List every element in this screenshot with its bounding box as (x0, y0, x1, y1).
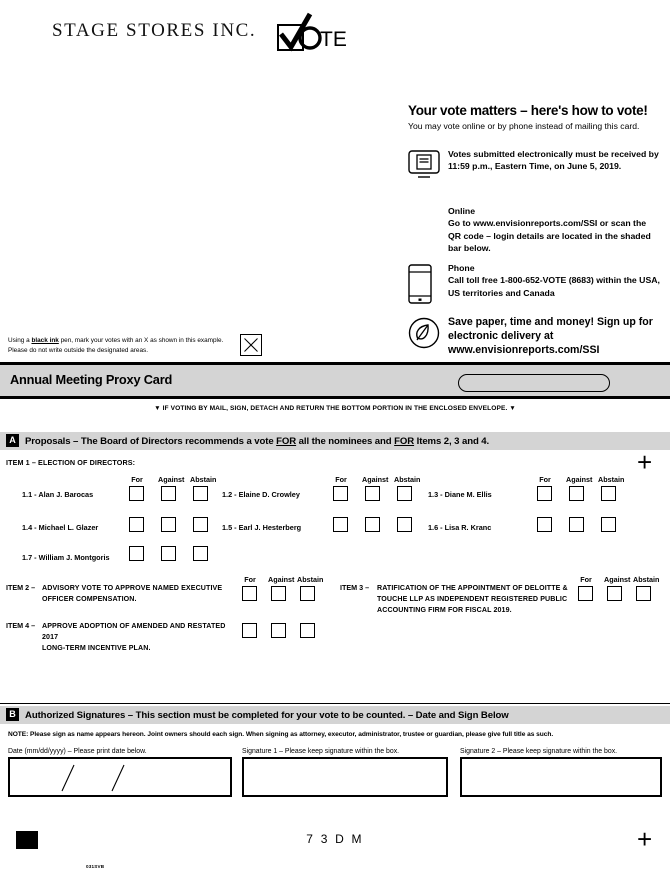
checkbox-item4-for[interactable] (242, 623, 257, 638)
date-input-box[interactable] (8, 757, 232, 797)
vote-row-online-label: Online (448, 206, 476, 216)
col-header-abstain-g3: Abstain (598, 475, 625, 484)
vote-logo-icon (277, 12, 351, 54)
nominee-1-6: 1.6 - Lisa R. Kranc (428, 523, 492, 532)
checkbox-item2-for[interactable] (242, 586, 257, 601)
checkbox-1-4-for[interactable] (129, 517, 144, 532)
svg-text:TE: TE (320, 28, 347, 51)
section-a-marker: A (6, 434, 19, 447)
checkbox-item3-against[interactable] (607, 586, 622, 601)
ink-instruction-note (8, 336, 238, 357)
checkbox-1-6-against[interactable] (569, 517, 584, 532)
registration-mark-bottom-right: + (637, 824, 653, 854)
company-logo: STAGE STORES INC. (52, 20, 257, 41)
col-header-against-item2: Against (268, 575, 295, 584)
item4-text: APPROVE ADOPTION OF AMENDED AND RESTATED 2017 LONG-TERM INCENTIVE PLAN. (42, 622, 226, 652)
checkbox-1-5-against[interactable] (365, 517, 380, 532)
vote-row-electronic-text: Votes submitted electronically must be received by 11:59 p.m., Eastern Time, on June 5, 2019. (448, 149, 659, 172)
section-a-heading-for2: FOR (394, 436, 415, 447)
ink-note-line1-post: pen, mark your votes with an X as shown in this example. (58, 337, 224, 344)
signature2-input-box[interactable] (460, 757, 662, 797)
nominee-1-5: 1.5 - Earl J. Hesterberg (222, 523, 302, 532)
vote-row-online-text: Go to www.envisionreports.com/SSI or scan the QR code – login details are located in the shaded bar below. (448, 218, 651, 254)
vote-row-electronic (408, 148, 660, 180)
col-header-for-g1: For (131, 475, 143, 484)
signature2-label: Signature 2 – Please keep signature within the box. (460, 748, 618, 755)
vote-row-electronic-delivery-text: Save paper, time and money! Sign up for electronic delivery at www.envisionreports.com/SSI (448, 316, 653, 357)
checkbox-1-4-abstain[interactable] (193, 517, 208, 532)
col-header-against-g1: Against (158, 475, 185, 484)
section-a-heading-post: Items 2, 3 and 4. (414, 436, 490, 447)
checkbox-1-5-abstain[interactable] (397, 517, 412, 532)
col-header-for-item2: For (244, 575, 256, 584)
x-mark-example-box (240, 334, 262, 356)
login-details-bar (458, 374, 610, 392)
section-a-heading-pre: Proposals – The Board of Directors recommends a vote (25, 436, 277, 447)
mobile-phone-icon (408, 262, 448, 304)
section-b-heading: Authorized Signatures – This section must be completed for your vote to be counted. – Date and Sign Below (25, 710, 509, 721)
computer-monitor-icon (408, 148, 448, 180)
divider-bottom-band (0, 396, 670, 399)
nominee-1-7: 1.7 - William J. Montgoris (22, 553, 110, 562)
col-header-against-item3: Against (604, 575, 631, 584)
item2-text: ADVISORY VOTE TO APPROVE NAMED EXECUTIVE OFFICER COMPENSATION. (42, 584, 223, 603)
vote-instructions-subtitle: You may vote online or by phone instead of mailing this card. (408, 121, 640, 132)
col-header-abstain-g2: Abstain (394, 475, 421, 484)
item2-number: ITEM 2 – (6, 583, 36, 592)
proxy-card-title: Annual Meeting Proxy Card (10, 372, 173, 387)
checkbox-1-1-abstain[interactable] (193, 486, 208, 501)
checkbox-1-6-for[interactable] (537, 517, 552, 532)
checkbox-1-1-for[interactable] (129, 486, 144, 501)
checkbox-1-6-abstain[interactable] (601, 517, 616, 532)
checkbox-item4-abstain[interactable] (300, 623, 315, 638)
checkbox-1-3-against[interactable] (569, 486, 584, 501)
checkbox-1-7-abstain[interactable] (193, 546, 208, 561)
vote-row-phone-label: Phone (448, 263, 475, 273)
registration-mark-top-right: + (637, 447, 653, 477)
col-header-for-item3: For (580, 575, 592, 584)
checkbox-1-7-for[interactable] (129, 546, 144, 561)
section-a-heading-mid: all the nominees and (296, 436, 395, 447)
checkbox-1-1-against[interactable] (161, 486, 176, 501)
checkbox-1-2-against[interactable] (365, 486, 380, 501)
section-a-heading-for1: FOR (276, 436, 297, 447)
item4-number: ITEM 4 – (6, 621, 36, 630)
detach-instruction: ▼ IF VOTING BY MAIL, SIGN, DETACH AND RETURN THE BOTTOM PORTION IN THE ENCLOSED ENVELOPE. ▼ (154, 405, 516, 412)
nominee-1-2: 1.2 - Elaine D. Crowley (222, 490, 300, 499)
vote-instructions-title: Your vote matters – here's how to vote! (408, 103, 648, 118)
item3-text: RATIFICATION OF THE APPOINTMENT OF DELOITTE & TOUCHE LLP AS INDEPENDENT REGISTERED PUBLIC ACCOUNTING FIRM FOR FISCAL 2019. (377, 584, 568, 614)
checkbox-item4-against[interactable] (271, 623, 286, 638)
vote-row-phone-text: Call toll free 1-800-652-VOTE (8683) within the USA, US territories and Canada (448, 275, 660, 298)
footer-code: 7 3 D M (306, 832, 364, 846)
date-field-label: Date (mm/dd/yyyy) – Please print date below. (8, 748, 147, 755)
signature1-label: Signature 1 – Please keep signature within the box. (242, 748, 400, 755)
checkbox-item2-abstain[interactable] (300, 586, 315, 601)
ink-note-line1-pre: Using a (8, 337, 32, 344)
checkbox-1-2-for[interactable] (333, 486, 348, 501)
col-header-against-g2: Against (362, 475, 389, 484)
col-header-abstain-g1: Abstain (190, 475, 217, 484)
item1-label: ITEM 1 – ELECTION OF DIRECTORS: (6, 458, 136, 467)
checkbox-item3-abstain[interactable] (636, 586, 651, 601)
ink-note-black-ink: black ink (31, 337, 59, 344)
col-header-for-g3: For (539, 475, 551, 484)
footer-tiny-code: 031SVB (86, 864, 105, 869)
checkbox-1-4-against[interactable] (161, 517, 176, 532)
checkbox-1-3-abstain[interactable] (601, 486, 616, 501)
col-header-abstain-item3: Abstain (633, 575, 660, 584)
signature1-input-box[interactable] (242, 757, 448, 797)
checkbox-item3-for[interactable] (578, 586, 593, 601)
nominee-1-1: 1.1 - Alan J. Barocas (22, 490, 94, 499)
col-header-against-g3: Against (566, 475, 593, 484)
nominee-1-3: 1.3 - Diane M. Ellis (428, 490, 492, 499)
col-header-abstain-item2: Abstain (297, 575, 324, 584)
checkbox-1-5-for[interactable] (333, 517, 348, 532)
section-a-heading (25, 436, 489, 447)
col-header-for-g2: For (335, 475, 347, 484)
ink-note-line2: Please do not write outside the designated areas. (8, 347, 148, 355)
vote-row-phone (408, 262, 660, 304)
vote-instructions-header (408, 103, 658, 132)
vote-row-electronic-delivery (408, 315, 660, 358)
checkbox-1-2-abstain[interactable] (397, 486, 412, 501)
item3-number: ITEM 3 – (340, 583, 370, 592)
checkbox-1-3-for[interactable] (537, 486, 552, 501)
checkbox-item2-against[interactable] (271, 586, 286, 601)
section-b-marker: B (6, 708, 19, 721)
checkbox-1-7-against[interactable] (161, 546, 176, 561)
online-icon (408, 205, 448, 207)
divider-section-b-top (0, 703, 670, 704)
leaf-icon (408, 315, 448, 349)
nominee-1-4: 1.4 - Michael L. Glazer (22, 523, 99, 532)
signature-note: NOTE: Please sign as name appears hereon. Joint owners should each sign. When signing as attorney, executor, administrator, trustee or guardian, please give full title as such. (8, 731, 554, 738)
vote-row-online (408, 205, 660, 254)
